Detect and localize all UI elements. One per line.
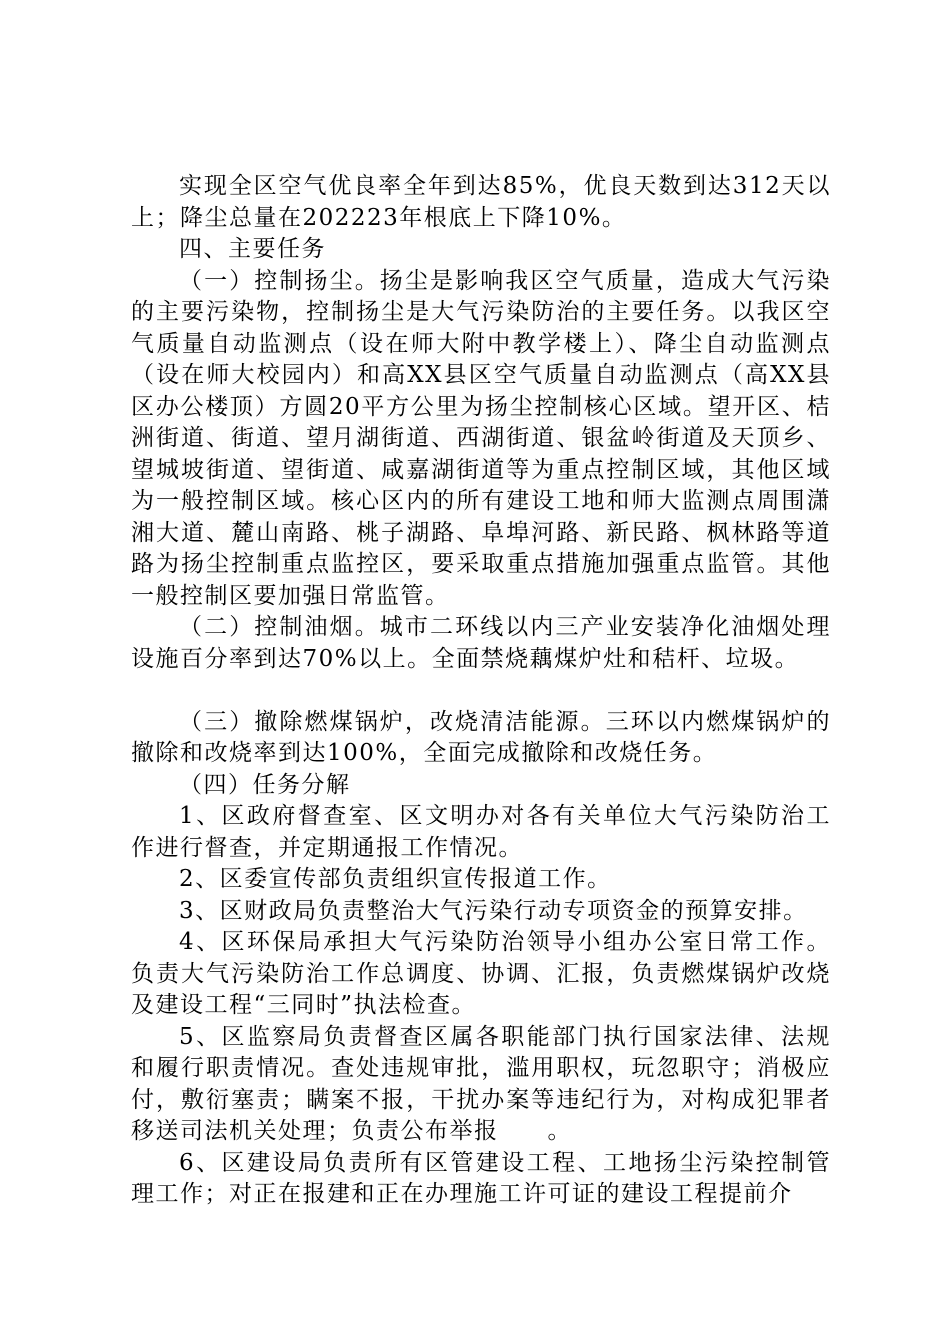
subheading-task-breakdown: （四）任务分解 [179, 771, 351, 798]
paragraph-task-5: 5、区监察局负责督查区属各职能部门执行国家法律、法规和履行职责情况。查处违规审批，滥用职权，玩忽职守；消极应付，敷衍塞责；瞒案不报，干扰办案等违纪行为，对构成犯罪者移送司法机关处理；负责公布举报 。 [131, 1023, 831, 1144]
paragraph-control-fumes: （二）控制油烟。城市二环线以内三产业安装净化油烟处理设施百分率到达70%以上。全面禁烧藕煤炉灶和秸杆、垃圾。 [131, 614, 831, 672]
paragraph-task-2: 2、区委宣传部负责组织宣传报道工作。 [179, 866, 612, 892]
paragraph-control-dust: （一）控制扬尘。扬尘是影响我区空气质量，造成大气污染的主要污染物，控制扬尘是大气污染防治的主要任务。以我区空气质量自动监测点（设在师大附中教学楼上）、降尘自动监测点（设在师大校园内）和高XX县区空气质量自动监测点（高XX县区办公楼顶）方圆20平方公里为扬尘控制核心区域。望开区、桔洲街道、街道、望月湖街道、西湖街道、银盆岭街道及天顶乡、望城坡街道、望街道、咸嘉湖街道等为重点控制区域，其他区域为一般控制区域。核心区内的所有建设工地和师大监测点周围潇湘大道、麓山南路、桃子湖路、阜埠河路、新民路、枫林路等道路为扬尘控制重点监控区，要采取重点措施加强重点监管。其他一般控制区要加强日常监管。 [131, 267, 831, 609]
paragraph-remove-coal-boilers: （三）撤除燃煤锅炉，改烧清洁能源。三环以内燃煤锅炉的撤除和改烧率到达100%，全面完成撤除和改烧任务。 [131, 708, 831, 766]
paragraph-task-4: 4、区环保局承担大气污染防治领导小组办公室日常工作。负责大气污染防治工作总调度、协调、汇报，负责燃煤锅炉改烧及建设工程“三同时”执法检查。 [131, 929, 831, 1018]
paragraph-task-1: 1、区政府督查室、区文明办对各有关单位大气污染防治工作进行督查，并定期通报工作情况。 [131, 803, 831, 861]
paragraph-task-6: 6、区建设局负责所有区管建设工程、工地扬尘污染控制管理工作；对正在报建和正在办理施工许可证的建设工程提前介 [131, 1149, 831, 1207]
paragraph-task-3: 3、区财政局负责整治大气污染行动专项资金的预算安排。 [179, 897, 808, 924]
document-body [131, 171, 831, 1211]
section-heading-main-tasks: 四、主要任务 [179, 236, 326, 262]
paragraph-air-quality-goal: 实现全区空气优良率全年到达85%，优良天数到达312天以上；降尘总量在202223年根底上下降10%。 [131, 173, 831, 231]
